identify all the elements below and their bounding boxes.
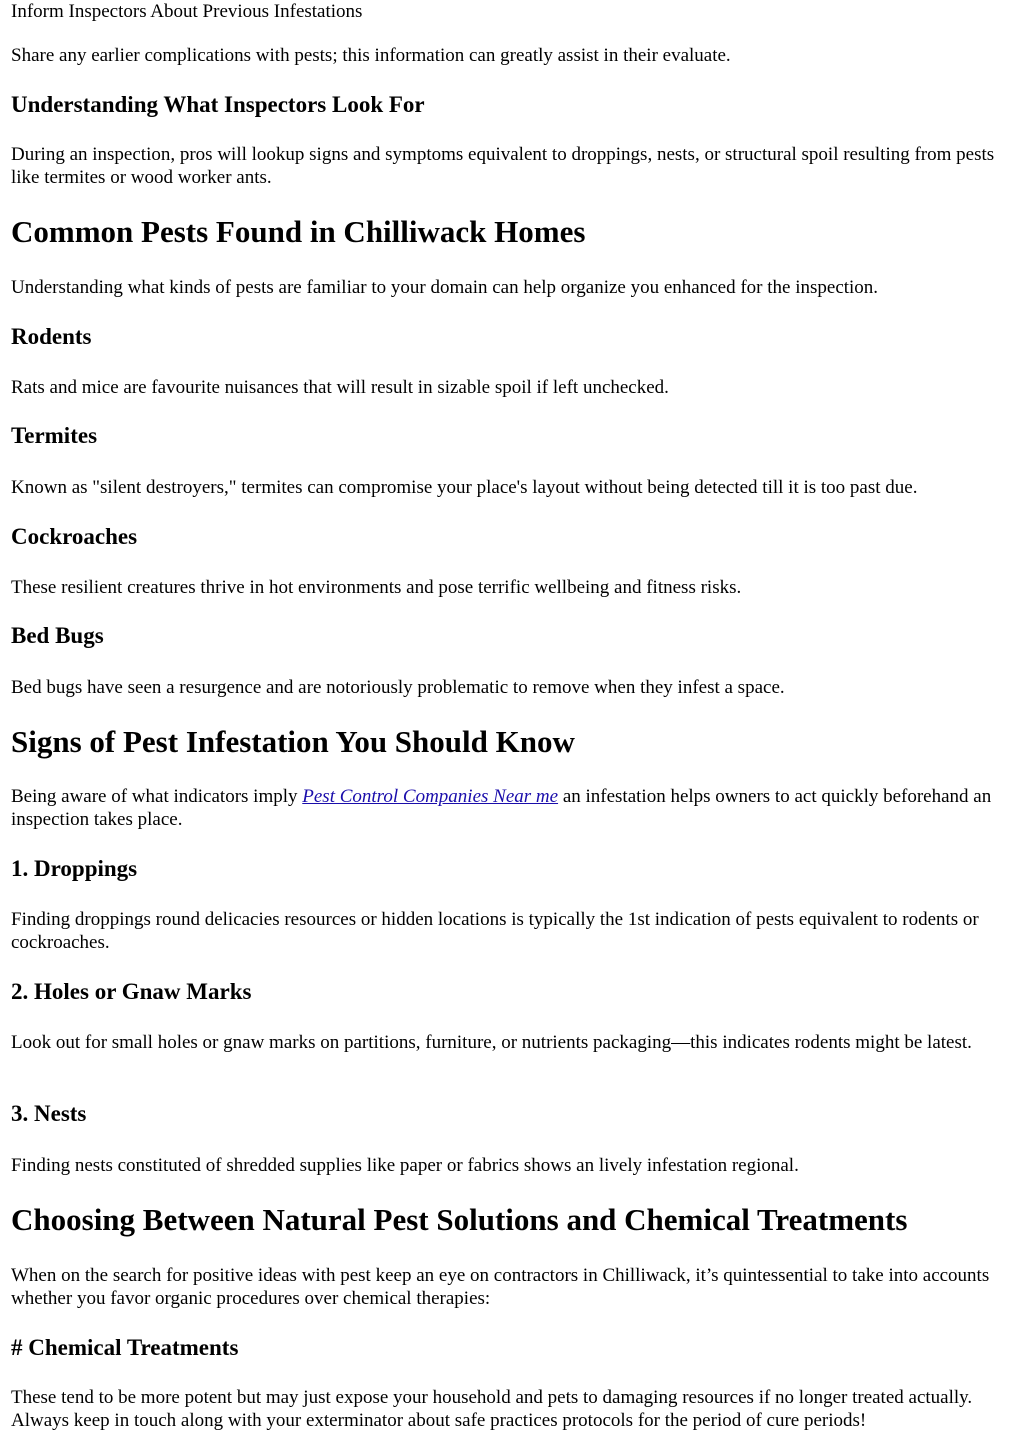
chemical-treatments-paragraph: These tend to be more potent but may just expose your household and pets to damaging resources if no longer treated actually. Always keep in touch along with your exterminator about safe practices protocols for the period of cure periods! — [11, 1387, 973, 1431]
signs-heading: Signs of Pest Infestation You Should Know — [11, 724, 575, 759]
top-line: Inform Inspectors About Previous Infestations — [11, 1, 363, 22]
termites-paragraph: Known as "silent destroyers," termites can compromise your place's layout without being detected till it is too past due. — [11, 477, 918, 498]
bed-bugs-heading: Bed Bugs — [11, 623, 104, 648]
nests-heading: 3. Nests — [11, 1101, 87, 1126]
understanding-paragraph: During an inspection, pros will lookup signs and symptoms equivalent to droppings, nests, or structural spoil resulting from pests like termites or wood worker ants. — [11, 144, 995, 188]
nests-paragraph: Finding nests constituted of shredded supplies like paper or fabrics shows an lively infestation regional. — [11, 1155, 799, 1176]
bed-bugs-paragraph: Bed bugs have seen a resurgence and are notoriously problematic to remove when they infest a space. — [11, 677, 785, 698]
understanding-heading: Understanding What Inspectors Look For — [11, 92, 425, 117]
droppings-heading: 1. Droppings — [11, 856, 138, 881]
common-pests-heading: Common Pests Found in Chilliwack Homes — [11, 214, 586, 249]
common-pests-paragraph: Understanding what kinds of pests are familiar to your domain can help organize you enhanced for the inspection. — [11, 277, 879, 298]
intro-paragraph: Share any earlier complications with pests; this information can greatly assist in their evaluate. — [11, 45, 731, 66]
droppings-paragraph: Finding droppings round delicacies resources or hidden locations is typically the 1st indication of pests equivalent to rodents or cockroaches. — [11, 909, 979, 953]
pest-control-companies-link[interactable]: Pest Control Companies Near me — [302, 786, 559, 807]
holes-gnaw-marks-paragraph: Look out for small holes or gnaw marks on partitions, furniture, or nutrients packaging—this indicates rodents might be latest. — [11, 1032, 972, 1053]
choosing-heading: Choosing Between Natural Pest Solutions and Chemical Treatments — [11, 1202, 908, 1237]
termites-heading: Termites — [11, 423, 98, 448]
chemical-treatments-heading: # Chemical Treatments — [11, 1335, 239, 1360]
choosing-paragraph: When on the search for positive ideas with pest keep an eye on contractors in Chilliwack, it’s quintessential to take into accounts whether you favor organic procedures over chemical therapies: — [11, 1265, 990, 1309]
cockroaches-paragraph: These resilient creatures thrive in hot environments and pose terrific wellbeing and fitness risks. — [11, 577, 742, 598]
rodents-heading: Rodents — [11, 324, 92, 349]
signs-paragraph-end: an infestation helps owners to act quickly beforehand an inspection takes place. — [11, 786, 992, 830]
signs-paragraph-start: Being aware of what indicators imply — [11, 786, 303, 807]
cockroaches-heading: Cockroaches — [11, 524, 138, 549]
holes-gnaw-marks-heading: 2. Holes or Gnaw Marks — [11, 979, 252, 1004]
rodents-paragraph: Rats and mice are favourite nuisances that will result in sizable spoil if left unchecked. — [11, 377, 669, 398]
signs-paragraph — [11, 785, 1014, 831]
